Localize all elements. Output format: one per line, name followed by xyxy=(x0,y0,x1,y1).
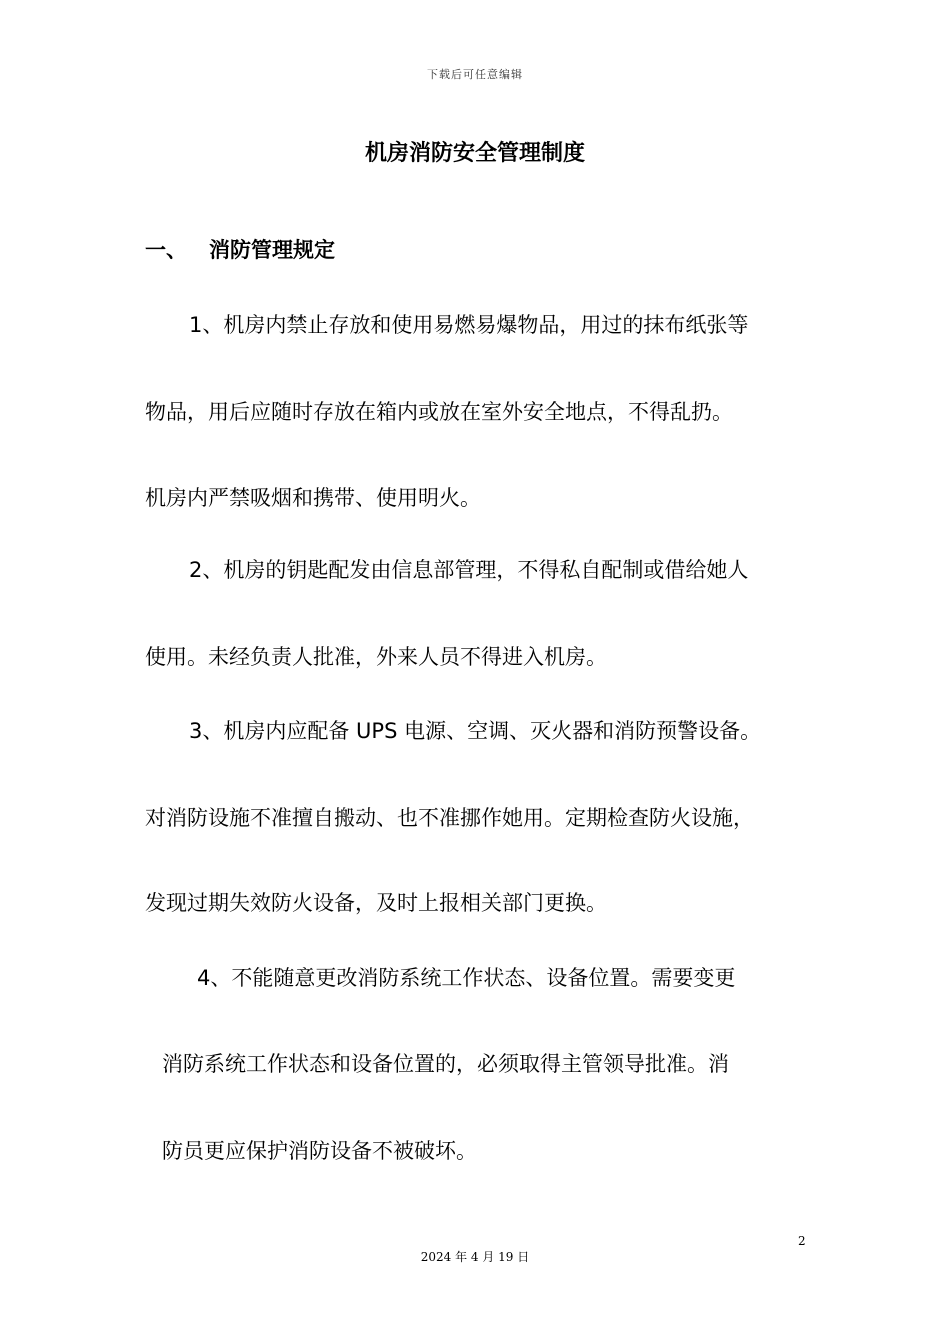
header-note: 下载后可任意编辑 xyxy=(427,68,523,81)
section-number: 一、 xyxy=(145,238,187,262)
paragraph-1-line-2: 物品，用后应随时存放在箱内或放在室外安全地点，不得乱扔。 xyxy=(145,400,733,424)
paragraph-1-line-1: 1、机房内禁止存放和使用易燃易爆物品，用过的抹布纸张等 xyxy=(189,313,749,337)
paragraph-2-line-2: 使用。未经负责人批准，外来人员不得进入机房。 xyxy=(145,645,607,669)
paragraph-3-line-3: 发现过期失效防火设备，及时上报相关部门更换。 xyxy=(145,891,607,915)
section-heading xyxy=(145,234,335,264)
paragraph-2-line-1: 2、机房的钥匙配发由信息部管理，不得私自配制或借给她人 xyxy=(189,558,749,582)
page-number: 2 xyxy=(798,1234,806,1248)
paragraph-3-line-1: 3、机房内应配备 UPS 电源、空调、灭火器和消防预警设备。 xyxy=(189,719,762,743)
document-title: 机房消防安全管理制度 xyxy=(364,141,585,166)
section-title: 消防管理规定 xyxy=(209,238,335,262)
paragraph-4-line-3: 防员更应保护消防设备不被破坏。 xyxy=(162,1139,477,1163)
paragraph-3-line-2: 对消防设施不准擅自搬动、也不准挪作她用。定期检查防火设施， xyxy=(145,806,754,830)
paragraph-4-line-1: 4、不能随意更改消防系统工作状态、设备位置。需要变更 xyxy=(197,966,736,990)
paragraph-1-line-3: 机房内严禁吸烟和携带、使用明火。 xyxy=(145,486,481,510)
footer-date: 2024 年 4 月 19 日 xyxy=(420,1250,530,1264)
paragraph-4-line-2: 消防系统工作状态和设备位置的，必须取得主管领导批准。消 xyxy=(162,1052,729,1076)
